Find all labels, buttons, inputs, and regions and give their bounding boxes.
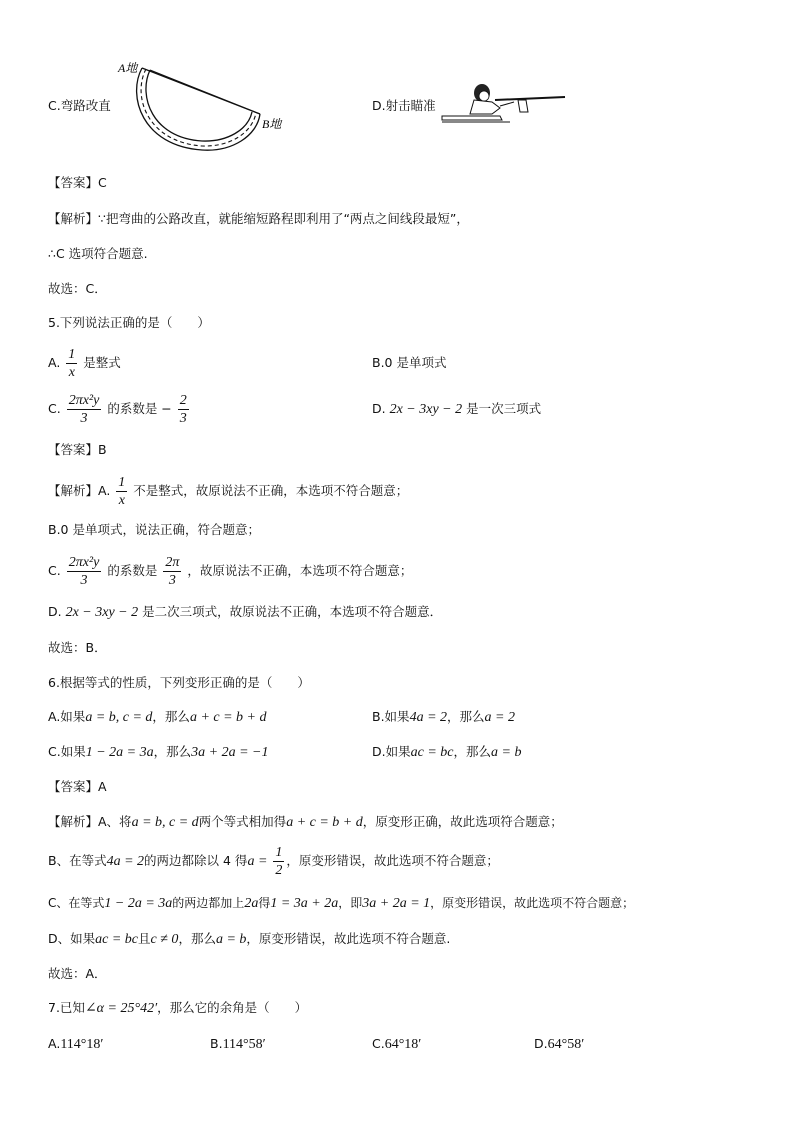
q6-analysis-a-post: ，原变形正确，故此选项符合题意； [362, 814, 563, 829]
fraction-numerator: 1 [68, 347, 76, 362]
q7-option-b-prefix: B. [210, 1036, 223, 1051]
q5-option-c-fraction [67, 392, 102, 427]
q6-analysis-b [48, 842, 499, 881]
fraction-numerator: 2πx²y [68, 555, 100, 570]
q6-answer: 【答案】A [48, 779, 107, 794]
q6-analysis-c-mid-3: ，即 [338, 896, 363, 910]
fraction-denominator: x [68, 365, 75, 380]
fraction-denominator: x [118, 493, 125, 508]
q6-analysis-c [48, 895, 634, 912]
q6-option-d-mid: ，那么 [453, 744, 491, 759]
fraction-denominator: 3 [179, 411, 187, 426]
q6-option-a-math-2: a + c = b + d [189, 710, 267, 725]
q5-option-a [48, 344, 121, 382]
q6-option-c-mid: ，那么 [153, 744, 192, 759]
q6-analysis-b-math-1: 4a = 2 [106, 854, 145, 869]
q4-option-d [372, 98, 436, 114]
q7-option-b [210, 1036, 266, 1053]
q6-analysis-d-prefix: D、如果 [48, 931, 96, 946]
q6-analysis-d-mid: 且 [138, 931, 151, 946]
q6-analysis-c-mid: 的两边都加上 [172, 896, 245, 910]
q7-stem-angle: ∠α = 25°42′ [84, 1001, 158, 1016]
q4-answer: 【答案】C [48, 175, 107, 190]
q6-analysis-b-math-2: a = [247, 854, 268, 869]
q6-option-c-math-1: 1 − 2a = 3a [85, 745, 154, 760]
q6-analysis-b-fraction [273, 844, 284, 879]
q4-option-c [48, 98, 111, 114]
label-b-location: B地 [262, 117, 282, 131]
q7-stem [48, 1000, 307, 1017]
q5-analysis-c [48, 552, 412, 590]
q5-option-d [372, 401, 541, 418]
q5-analysis-a-fraction [116, 474, 127, 509]
q5-option-d-expression: 2x − 3xy − 2 [389, 402, 463, 417]
q6-option-a-mid: ，那么 [152, 709, 190, 724]
q6-option-a-prefix: A.如果 [48, 709, 86, 724]
q5-analysis-a [48, 472, 408, 510]
q5-analysis-c-prefix: C. [48, 563, 61, 578]
q6-analysis-b-prefix: B、在等式 [48, 853, 107, 868]
q5-analysis-d-prefix: D. [48, 604, 62, 619]
q6-analysis-b-mid: 的两边都除以 4 得 [144, 853, 248, 868]
q6-option-b [372, 709, 515, 726]
q5-analysis-c-coef-fraction [163, 554, 181, 589]
q5-analysis-a-prefix: 【解析】A. [48, 483, 111, 498]
q7-option-a-prefix: A. [48, 1036, 61, 1051]
q6-analysis-d-math-1: ac = bc [95, 932, 139, 947]
q5-option-d-text: 是一次三项式 [466, 401, 542, 416]
q5-option-a-text: 是整式 [83, 355, 121, 370]
q5-option-c [48, 390, 191, 428]
q5-analysis-c-text: 的系数是 [107, 563, 158, 578]
q6-option-b-mid: ，那么 [447, 709, 485, 724]
q5-analysis-d-expression: 2x − 3xy − 2 [65, 605, 139, 620]
q6-option-d [372, 744, 521, 761]
q5-option-a-prefix: A. [48, 355, 61, 370]
q5-stem: 5.下列说法正确的是（ ） [48, 315, 210, 330]
q5-analysis-b: B.0 是单项式，说法正确，符合题意； [48, 522, 260, 537]
q4-analysis-line-1: 【解析】∵把弯曲的公路改直，就能缩短路程即利用了“两点之间线段最短”， [48, 211, 469, 226]
q6-analysis-c-math-1: 1 − 2a = 3a [104, 896, 173, 911]
q5-analysis-a-text: 不是整式，故原说法不正确，本选项不符合题意； [133, 483, 409, 498]
q6-option-a [48, 709, 267, 726]
fraction-denominator: 3 [80, 411, 88, 426]
q5-analysis-d [48, 604, 442, 621]
q7-option-a-value: 114°18′ [60, 1037, 104, 1052]
q6-analysis-d-math-3: a = b [215, 932, 247, 947]
fraction-numerator: 1 [118, 475, 126, 490]
q6-analysis-d-math-2: c ≠ 0 [150, 932, 179, 947]
q6-analysis-a-mid: 两个等式相加得 [198, 814, 287, 829]
q6-option-b-prefix: B.如果 [372, 709, 410, 724]
q6-option-d-math-1: ac = bc [410, 745, 454, 760]
q5-option-c-prefix: C. [48, 401, 61, 416]
q5-option-c-text: 的系数是 − [107, 401, 172, 416]
q6-analysis-c-math-4: 3a + 2a = 1 [362, 896, 431, 911]
road-straightening-figure [112, 56, 302, 156]
q6-stem: 6.根据等式的性质，下列变形正确的是（ ） [48, 675, 310, 690]
fraction-numerator: 1 [275, 845, 283, 860]
q4-choose: 故选：C． [48, 281, 107, 296]
q6-choose: 故选：A． [48, 966, 107, 981]
q5-answer: 【答案】B [48, 442, 107, 457]
q6-option-d-prefix: D.如果 [372, 744, 411, 759]
q6-analysis-c-math-2: 2a [244, 896, 259, 911]
q7-option-c-value: 64°18′ [384, 1037, 422, 1052]
q6-option-a-math-1: a = b, c = d [85, 710, 153, 725]
q6-option-b-math-1: 4a = 2 [409, 710, 448, 725]
q6-analysis-a-math-2: a + c = b + d [286, 815, 363, 830]
q6-analysis-b-post: ，原变形错误，故此选项不符合题意； [286, 853, 499, 868]
q6-analysis-c-prefix: C、在等式 [48, 896, 105, 910]
q7-option-b-value: 114°58′ [222, 1037, 266, 1052]
q5-analysis-d-text: 是二次三项式，故原说法不正确，本选项不符合题意． [142, 604, 443, 619]
label-a-location: A地 [118, 61, 138, 75]
q7-option-d-prefix: D. [534, 1036, 548, 1051]
q6-analysis-d-post: ，原变形错误，故此选项不符合题意. [246, 931, 451, 946]
q6-analysis-c-math-3: 1 = 3a + 2a [270, 896, 339, 911]
q6-analysis-c-mid-2: 得 [258, 896, 271, 910]
q6-analysis-c-post: ，原变形错误，故此选项不符合题意； [430, 896, 635, 910]
q5-option-c-coef-fraction [178, 392, 189, 427]
fraction-denominator: 2 [275, 863, 283, 878]
q6-option-c [48, 744, 268, 761]
fraction-numerator: 2πx²y [68, 393, 100, 408]
q6-option-c-math-2: 3a + 2a = −1 [191, 745, 269, 760]
fraction-numerator: 2 [179, 393, 187, 408]
q4-option-c-label: C.弯路改直 [48, 98, 111, 113]
q7-option-c [372, 1036, 421, 1053]
q4-option-d-label: D.射击瞄准 [372, 98, 436, 113]
q6-analysis-a-prefix: 【解析】A、将 [48, 814, 132, 829]
fraction-numerator: 2π [165, 555, 180, 570]
fraction-denominator: 3 [168, 573, 176, 588]
q7-stem-post: ，那么它的余角是（ ） [157, 1000, 308, 1015]
q5-choose: 故选：B． [48, 640, 107, 655]
q7-option-d-value: 64°58′ [547, 1037, 585, 1052]
q7-option-c-prefix: C. [372, 1036, 385, 1051]
q6-analysis-a [48, 814, 563, 831]
q7-option-d [534, 1036, 584, 1053]
q6-analysis-a-math-1: a = b, c = d [131, 815, 199, 830]
q7-stem-prefix: 7.已知 [48, 1000, 85, 1015]
q5-option-a-fraction [66, 346, 77, 381]
fraction-denominator: 3 [80, 573, 88, 588]
q7-option-a [48, 1036, 103, 1053]
q6-analysis-d [48, 931, 450, 948]
q6-analysis-d-mid-2: ，那么 [178, 931, 216, 946]
q4-analysis-line-2: ∴C 选项符合题意. [48, 246, 148, 261]
q5-option-b: B.0 是单项式 [372, 355, 447, 370]
q5-option-d-prefix: D. [372, 401, 386, 416]
q6-option-c-prefix: C.如果 [48, 744, 86, 759]
q6-option-b-math-2: a = 2 [484, 710, 515, 725]
shooter-aiming-figure [440, 80, 570, 130]
q6-option-d-math-2: a = b [491, 745, 522, 760]
q5-analysis-c-text-2: ，故原说法不正确，本选项不符合题意； [187, 563, 413, 578]
q5-analysis-c-fraction [67, 554, 102, 589]
